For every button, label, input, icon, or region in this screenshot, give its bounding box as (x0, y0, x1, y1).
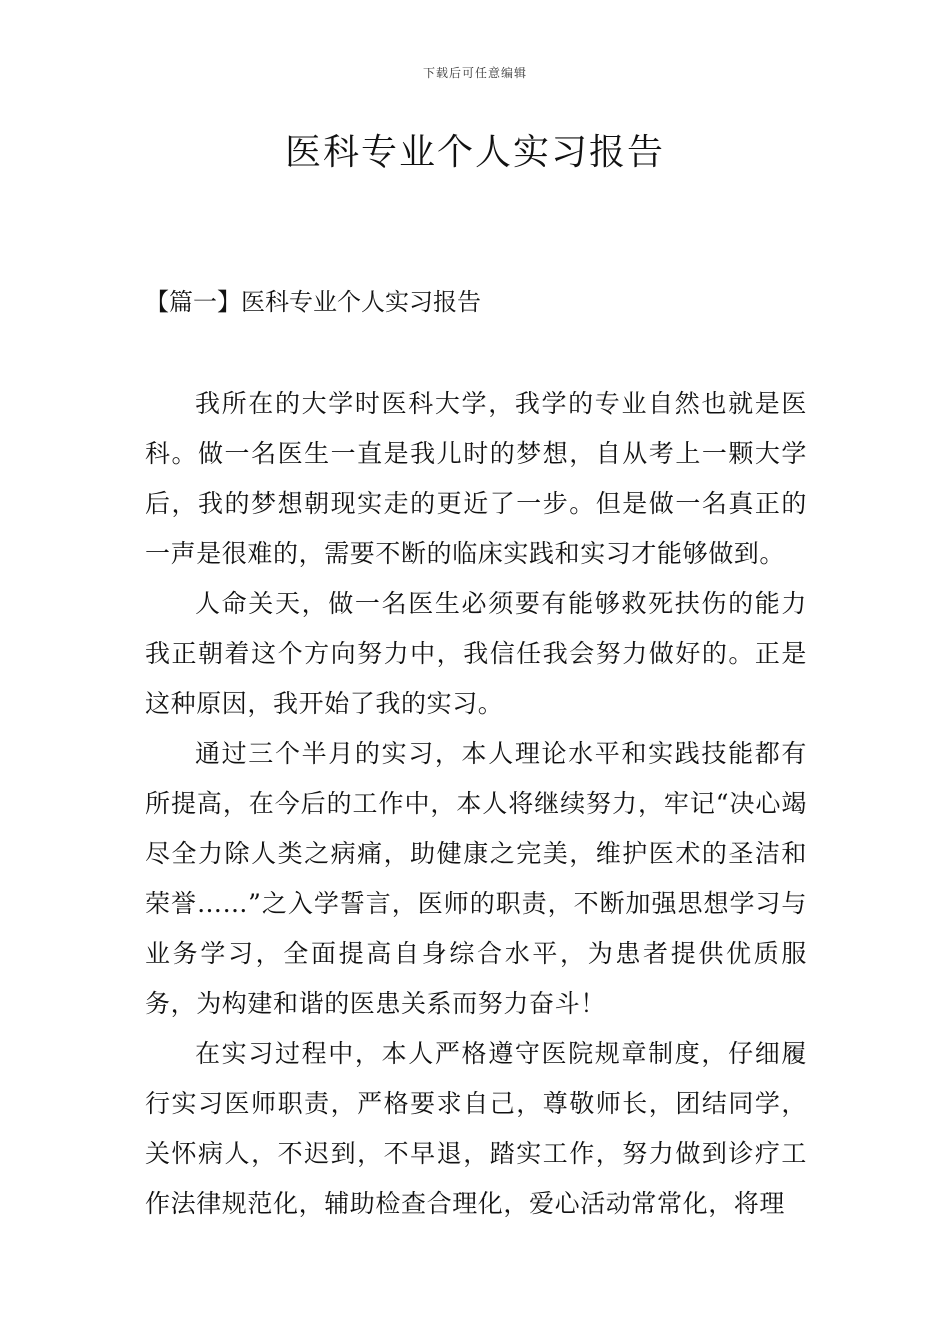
paragraph: 人命关天，做一名医生必须要有能够救死扶伤的能力我正朝着这个方向努力中，我信任我会努力做好的。正是这种原因，我开始了我的实习。 (145, 589, 807, 718)
paragraph: 在实习过程中，本人严格遵守医院规章制度，仔细履行实习医师职责，严格要求自己，尊敬师长，团结同学，关怀病人，不迟到，不早退，踏实工作，努力做到诊疗工作法律规范化，辅助检查合理化，爱心活动常常化，将理 (145, 1039, 807, 1218)
page-header-note: 下载后可任意编辑 (422, 66, 527, 80)
paragraph: 通过三个半月的实习，本人理论水平和实践技能都有所提高，在今后的工作中，本人将继续努力，牢记“决心竭尽全力除人类之病痛，助健康之完美，维护医术的圣洁和荣誉……”之入学誓言，医师的职责，不断加强思想学习与业务学习，全面提高自身综合水平，为患者提供优质服务，为构建和谐的医患关系而努力奋斗！ (145, 739, 807, 1018)
paragraph: 我所在的大学时医科大学，我学的专业自然也就是医科。做一名医生一直是我儿时的梦想，自从考上一颗大学后，我的梦想朝现实走的更近了一步。但是做一名真正的一声是很难的，需要不断的临床实践和实习才能够做到。 (145, 389, 807, 568)
document-title: 医科专业个人实习报告 (284, 132, 665, 173)
document-body (145, 379, 807, 1229)
section-heading: 【篇一】医科专业个人实习报告 (145, 288, 481, 316)
